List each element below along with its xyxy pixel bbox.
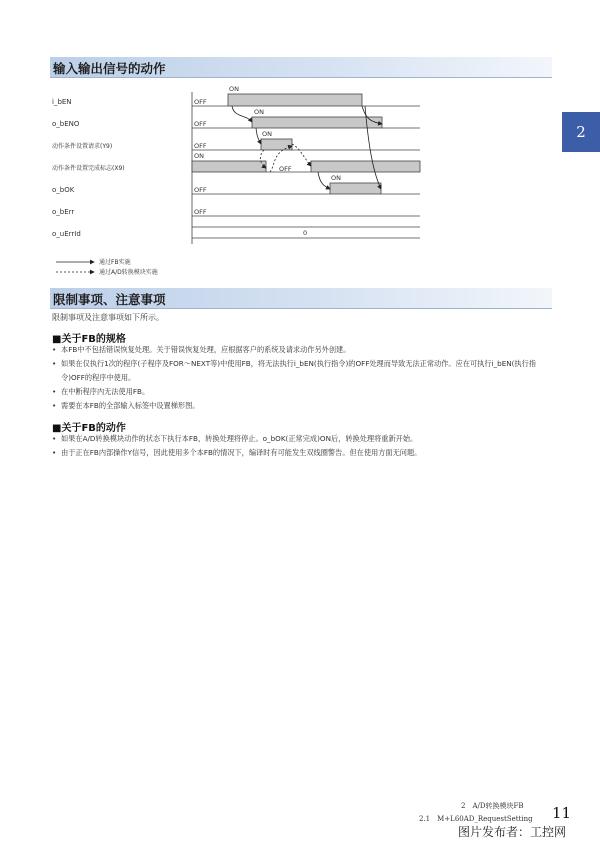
y9-off-label: OFF [194, 142, 207, 150]
fb-behavior-list [52, 432, 557, 460]
i-bEN-on-pulse [228, 94, 362, 106]
intro-text: 限制事项及注意事项如下所示。 [52, 313, 164, 322]
page-number: 11 [552, 804, 572, 822]
fb-spec-list [52, 343, 557, 413]
subsection-heading-fb-spec: ■关于FB的规格 [52, 334, 126, 345]
section-title: 输入输出信号的动作 [53, 61, 166, 76]
i-bEN-on-label: ON [229, 85, 239, 93]
i-bEN-off-label: OFF [194, 98, 207, 106]
signal-label-y9: 动作条件设置请求(Y9) [52, 143, 113, 150]
y9-on-pulse [261, 139, 292, 150]
signal-label-i-bEN: i_bEN [52, 98, 72, 106]
o-bENO-on-label: ON [254, 108, 264, 116]
footer-section: 2.1 M+L60AD_RequestSetting [419, 815, 533, 823]
o-bENO-off-label: OFF [194, 120, 207, 128]
list-item: • 在中断程序内无法使用FB。 [52, 385, 557, 399]
list-item: • 由于正在FB内部操作Y信号，因此使用多个本FB的情况下，编译时有可能发生双线圈警告。但在使用方面无问题。 [52, 446, 557, 460]
list-item: • 如果在A/D转换模块动作的状态下执行本FB，转换处理将停止。o_bOK(正常完成)ON后，转换处理将重新开始。 [52, 432, 557, 446]
section-header-restrictions [50, 288, 552, 309]
o-bOK-off-label: OFF [194, 186, 207, 194]
footer-chapter: 2 A/D转换模块FB [461, 802, 524, 810]
o-uErrId-value: 0 [303, 229, 308, 237]
signal-label-o-uErrId: o_uErrId [52, 230, 81, 238]
chapter-number: 2 [576, 123, 586, 141]
signal-label-o-bOK: o_bOK [52, 186, 75, 194]
list-item: • 需要在本FB的全部输入标签中设置梯形图。 [52, 399, 557, 413]
legend-dashed-label: 通过A/D转换模块实施 [99, 269, 158, 276]
y9-on-label: ON [262, 130, 272, 138]
list-item: • 本FB中不包括错误恢复处理。关于错误恢复处理，应根据客户的系统及请求动作另外创建。 [52, 343, 557, 357]
section-title: 限制事项、注意事项 [53, 292, 166, 307]
o-bENO-on-pulse [252, 117, 382, 128]
section-header-io-signals [50, 57, 552, 78]
timing-diagram [0, 80, 600, 300]
legend-solid-label: 通过FB实施 [99, 259, 131, 266]
watermark-text: 图片发布者：工控网 [458, 825, 567, 839]
o-bOK-on-label: ON [331, 174, 341, 182]
subsection-heading-fb-behavior: ■关于FB的动作 [52, 423, 126, 434]
o-bOK-on-pulse [330, 183, 381, 194]
x9-on-label: ON [194, 152, 204, 160]
x9-off-label: OFF [279, 165, 292, 173]
signal-label-o-bErr: o_bErr [52, 208, 75, 216]
signal-label-x9: 动作条件设置完成标志(X9) [52, 165, 125, 172]
list-item: • 如果在仅执行1次的程序(子程序及FOR～NEXT等)中使用FB，将无法执行i_bEN(执行指令)的OFF处理而导致无法正常动作。应在可执行i_bEN(执行指令)OFF的程序中使用。 [52, 357, 557, 385]
o-bErr-off-label: OFF [194, 208, 207, 216]
signal-label-o-bENO: o_bENO [52, 120, 80, 128]
